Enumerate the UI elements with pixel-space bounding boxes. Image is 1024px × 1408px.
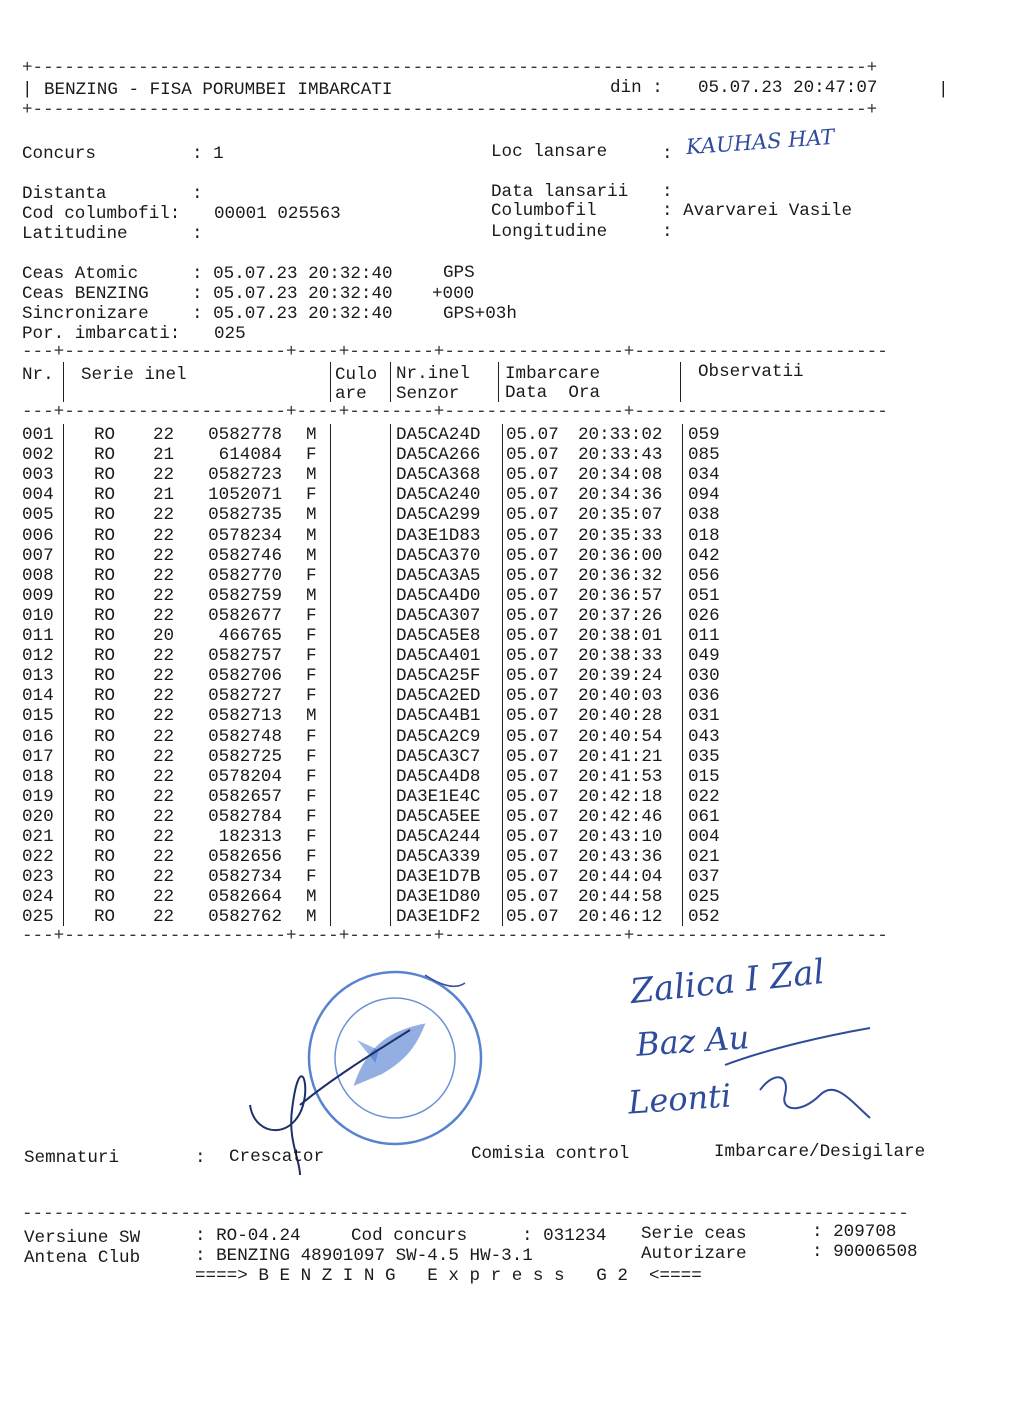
row-nr: 013 — [22, 666, 54, 687]
cod-concurs-label: Cod concurs — [351, 1226, 468, 1246]
row-year: 22 — [153, 806, 175, 827]
row-observation: 034 — [688, 465, 720, 486]
row-country: RO — [94, 445, 116, 466]
row-ring-number: 0582664 — [208, 887, 282, 908]
semnaturi-label: Semnaturi — [24, 1148, 120, 1168]
row-year: 22 — [153, 907, 175, 928]
autorizare-value: : 90006508 — [812, 1242, 918, 1262]
row-ring-number: 182313 — [218, 827, 282, 847]
row-date: 05.07 — [506, 646, 559, 667]
row-time: 20:33:02 — [578, 425, 663, 445]
row-time: 20:37:26 — [578, 605, 663, 626]
row-nr: 006 — [22, 525, 54, 546]
row-sex: M — [306, 887, 317, 908]
row-year: 22 — [153, 605, 175, 626]
row-observation: 021 — [688, 847, 720, 868]
row-sex: F — [306, 646, 317, 667]
row-nr: 025 — [22, 907, 54, 928]
row-time: 20:44:04 — [578, 867, 663, 888]
row-nr: 009 — [22, 585, 54, 606]
row-year: 22 — [153, 505, 175, 526]
row-sensor: DA5CA4D8 — [396, 766, 481, 787]
row-nr: 020 — [22, 806, 54, 827]
row-time: 20:40:03 — [578, 686, 663, 707]
row-nr: 008 — [22, 565, 54, 586]
table-header-separator: ---+---------------------+----+--------+-----------------+------------------------ — [22, 402, 888, 422]
row-ring-number: 0582735 — [208, 505, 282, 526]
row-observation: 059 — [688, 425, 720, 445]
row-date: 05.07 — [506, 686, 559, 707]
row-time: 20:43:36 — [578, 847, 663, 868]
row-year: 20 — [153, 626, 175, 646]
row-nr: 022 — [22, 847, 54, 868]
row-date: 05.07 — [506, 827, 559, 847]
row-year: 22 — [153, 706, 175, 727]
row-date: 05.07 — [506, 465, 559, 486]
row-ring-number: 0582746 — [208, 545, 282, 566]
col-header-observatii: Observatii — [698, 362, 804, 382]
row-observation: 026 — [688, 605, 720, 626]
row-country: RO — [94, 505, 116, 526]
row-observation: 025 — [688, 887, 720, 908]
row-ring-number: 0582748 — [208, 726, 282, 747]
row-sex: M — [306, 525, 317, 546]
row-time: 20:41:21 — [578, 746, 663, 767]
ceas-atomic-extra: GPS — [443, 263, 475, 283]
row-ring-number: 0582784 — [208, 806, 282, 827]
row-sensor: DA5CA3C7 — [396, 746, 481, 767]
row-year: 22 — [153, 726, 175, 747]
row-country: RO — [94, 766, 116, 787]
row-ring-number: 0582657 — [208, 786, 282, 807]
row-year: 22 — [153, 746, 175, 767]
row-sensor: DA3E1D7B — [396, 867, 481, 888]
row-date: 05.07 — [506, 887, 559, 908]
row-country: RO — [94, 887, 116, 908]
data-lansarii-label: Data lansarii — [491, 182, 629, 202]
por-imbarcati-label: Por. imbarcati: — [22, 324, 181, 344]
distanta-label: Distanta — [22, 184, 107, 204]
row-time: 20:36:32 — [578, 565, 663, 586]
row-sensor: DA5CA240 — [396, 485, 481, 506]
row-time: 20:38:33 — [578, 646, 663, 667]
row-year: 22 — [153, 867, 175, 888]
row-date: 05.07 — [506, 907, 559, 928]
row-country: RO — [94, 626, 116, 646]
versiune-label: Versiune SW — [24, 1228, 141, 1248]
col-header-imbarcare-1: Imbarcare — [505, 364, 601, 384]
row-country: RO — [94, 726, 116, 747]
sincronizare-value: : 05.07.23 20:32:40 — [192, 304, 393, 324]
row-nr: 021 — [22, 827, 54, 847]
row-observation: 022 — [688, 786, 720, 807]
row-sex: F — [306, 686, 317, 707]
row-ring-number: 466765 — [218, 626, 282, 646]
row-year: 22 — [153, 545, 175, 566]
data-lansarii-value: : — [662, 182, 673, 202]
row-date: 05.07 — [506, 605, 559, 626]
distanta-value: : — [192, 184, 203, 204]
row-observation: 015 — [688, 766, 720, 787]
row-year: 21 — [153, 485, 175, 506]
row-year: 22 — [153, 887, 175, 908]
antena-value: : BENZING 48901097 SW-4.5 HW-3.1 — [195, 1246, 533, 1266]
row-sex: F — [306, 565, 317, 586]
cod-concurs-value: : 031234 — [522, 1226, 607, 1246]
row-ring-number: 0582713 — [208, 706, 282, 727]
row-sex: F — [306, 746, 317, 767]
header-border-left: | — [22, 80, 33, 100]
row-nr: 017 — [22, 746, 54, 767]
row-observation: 004 — [688, 827, 720, 847]
por-imbarcati-value: 025 — [214, 324, 246, 344]
longitudine-value: : — [662, 222, 673, 242]
row-date: 05.07 — [506, 425, 559, 445]
row-sex: M — [306, 505, 317, 526]
row-country: RO — [94, 525, 116, 546]
row-date: 05.07 — [506, 867, 559, 888]
loc-lansare-sep: : — [662, 144, 673, 164]
row-time: 20:46:12 — [578, 907, 663, 928]
row-country: RO — [94, 666, 116, 687]
row-date: 05.07 — [506, 806, 559, 827]
row-sensor: DA5CA5EE — [396, 806, 481, 827]
row-ring-number: 1052071 — [208, 485, 282, 506]
row-time: 20:33:43 — [578, 445, 663, 466]
row-sensor: DA5CA4D0 — [396, 585, 481, 606]
row-nr: 023 — [22, 867, 54, 888]
din-label: din : — [610, 78, 663, 98]
ceas-atomic-value: : 05.07.23 20:32:40 — [192, 264, 393, 284]
row-nr: 001 — [22, 425, 54, 445]
row-year: 22 — [153, 425, 175, 445]
row-date: 05.07 — [506, 726, 559, 747]
row-sensor: DA5CA370 — [396, 545, 481, 566]
row-sensor: DA5CA244 — [396, 827, 481, 847]
row-observation: 018 — [688, 525, 720, 546]
row-ring-number: 0582656 — [208, 847, 282, 868]
row-ring-number: 0582677 — [208, 605, 282, 626]
row-sex: F — [306, 806, 317, 827]
row-date: 05.07 — [506, 786, 559, 807]
row-year: 21 — [153, 445, 175, 466]
row-year: 22 — [153, 766, 175, 787]
row-year: 22 — [153, 786, 175, 807]
row-observation: 085 — [688, 445, 720, 466]
row-observation: 043 — [688, 726, 720, 747]
col-header-nrinel-1: Nr.inel — [396, 364, 470, 384]
row-time: 20:43:10 — [578, 827, 663, 847]
row-country: RO — [94, 585, 116, 606]
cod-columbofil-label: Cod columbofil: — [22, 204, 181, 224]
row-country: RO — [94, 545, 116, 566]
row-time: 20:35:07 — [578, 505, 663, 526]
row-date: 05.07 — [506, 545, 559, 566]
row-date: 05.07 — [506, 445, 559, 466]
row-country: RO — [94, 746, 116, 767]
row-country: RO — [94, 646, 116, 667]
row-ring-number: 0582727 — [208, 686, 282, 707]
loc-lansare-handwritten: KAUHAS HAT — [685, 124, 836, 160]
row-ring-number: 0582723 — [208, 465, 282, 486]
row-date: 05.07 — [506, 525, 559, 546]
row-observation: 049 — [688, 646, 720, 667]
row-nr: 014 — [22, 686, 54, 707]
col-header-nr: Nr. — [22, 365, 54, 385]
comisia-label: Comisia control — [471, 1144, 630, 1164]
ceas-atomic-label: Ceas Atomic — [22, 264, 139, 284]
row-observation: 035 — [688, 746, 720, 767]
row-sex: M — [306, 706, 317, 727]
col-header-imbarcare-2: Data Ora — [505, 383, 601, 403]
row-sensor: DA3E1D83 — [396, 525, 481, 546]
row-ring-number: 0578204 — [208, 766, 282, 787]
row-observation: 011 — [688, 626, 720, 646]
row-nr: 018 — [22, 766, 54, 787]
ceas-benzing-value: : 05.07.23 20:32:40 — [192, 284, 393, 304]
row-ring-number: 0582706 — [208, 666, 282, 687]
row-time: 20:42:18 — [578, 786, 663, 807]
row-observation: 038 — [688, 505, 720, 526]
row-country: RO — [94, 847, 116, 868]
row-time: 20:44:58 — [578, 887, 663, 908]
row-sex: M — [306, 425, 317, 445]
report-datetime: 05.07.23 20:47:07 — [698, 78, 878, 98]
row-nr: 012 — [22, 646, 54, 667]
row-sensor: DA5CA368 — [396, 465, 481, 486]
row-sex: F — [306, 605, 317, 626]
row-sex: F — [306, 827, 317, 847]
row-country: RO — [94, 485, 116, 506]
row-time: 20:34:08 — [578, 465, 663, 486]
versiune-value: : RO-04.24 — [195, 1226, 301, 1246]
row-sex: F — [306, 666, 317, 687]
row-observation: 052 — [688, 907, 720, 928]
columbofil-value: : Avarvarei Vasile — [662, 201, 853, 221]
row-date: 05.07 — [506, 746, 559, 767]
col-header-culoare-2: are — [335, 384, 367, 404]
row-time: 20:38:01 — [578, 626, 663, 646]
sincronizare-label: Sincronizare — [22, 304, 149, 324]
row-time: 20:35:33 — [578, 525, 663, 546]
row-ring-number: 0582734 — [208, 867, 282, 888]
semnaturi-sep: : — [195, 1148, 206, 1168]
col-header-nrinel-2: Senzor — [396, 384, 460, 404]
row-sensor: DA5CA24D — [396, 425, 481, 445]
row-ring-number: 614084 — [218, 445, 282, 466]
row-sensor: DA5CA2C9 — [396, 726, 481, 747]
row-sensor: DA5CA401 — [396, 646, 481, 667]
row-nr: 011 — [22, 626, 54, 646]
row-observation: 061 — [688, 806, 720, 827]
row-country: RO — [94, 786, 116, 807]
header-border-bottom: +-------------------------------------------------------------------------------+ — [22, 100, 878, 120]
row-sensor: DA3E1DF2 — [396, 907, 481, 928]
table-border-top: ---+---------------------+----+--------+-----------------+------------------------ — [22, 342, 888, 362]
ceas-benzing-extra: +000 — [432, 284, 475, 304]
row-time: 20:41:53 — [578, 766, 663, 787]
row-country: RO — [94, 867, 116, 888]
row-year: 22 — [153, 646, 175, 667]
row-time: 20:36:00 — [578, 545, 663, 566]
row-ring-number: 0578234 — [208, 525, 282, 546]
row-sensor: DA5CA339 — [396, 847, 481, 868]
row-sensor: DA5CA25F — [396, 666, 481, 687]
row-ring-number: 0582770 — [208, 565, 282, 586]
table-border-bottom: ---+---------------------+----+--------+-----------------+------------------------ — [22, 926, 888, 946]
row-country: RO — [94, 706, 116, 727]
row-sex: F — [306, 847, 317, 868]
row-year: 22 — [153, 686, 175, 707]
row-sex: F — [306, 786, 317, 807]
latitudine-label: Latitudine — [22, 224, 128, 244]
row-sensor: DA5CA3A5 — [396, 565, 481, 586]
row-nr: 019 — [22, 786, 54, 807]
row-sex: M — [306, 907, 317, 928]
row-observation: 051 — [688, 585, 720, 606]
longitudine-label: Longitudine — [491, 222, 608, 242]
row-observation: 036 — [688, 686, 720, 707]
row-sensor: DA5CA5E8 — [396, 626, 481, 646]
row-ring-number: 0582757 — [208, 646, 282, 667]
row-date: 05.07 — [506, 847, 559, 868]
row-year: 22 — [153, 525, 175, 546]
row-ring-number: 0582759 — [208, 585, 282, 606]
latitudine-value: : — [192, 224, 203, 244]
row-date: 05.07 — [506, 666, 559, 687]
row-year: 22 — [153, 565, 175, 586]
row-sensor: DA5CA2ED — [396, 686, 481, 707]
row-year: 22 — [153, 585, 175, 606]
row-time: 20:36:57 — [578, 585, 663, 606]
row-ring-number: 0582778 — [208, 425, 282, 445]
row-nr: 007 — [22, 545, 54, 566]
header-border-right: | — [938, 80, 949, 100]
row-time: 20:40:54 — [578, 726, 663, 747]
sincronizare-extra: GPS+03h — [443, 304, 517, 324]
row-nr: 005 — [22, 505, 54, 526]
row-country: RO — [94, 605, 116, 626]
crescator-label: Crescator — [229, 1147, 325, 1167]
row-ring-number: 0582762 — [208, 907, 282, 928]
row-sensor: DA5CA4B1 — [396, 706, 481, 727]
row-sensor: DA5CA266 — [396, 445, 481, 466]
row-time: 20:40:28 — [578, 706, 663, 727]
row-sensor: DA5CA299 — [396, 505, 481, 526]
row-nr: 016 — [22, 726, 54, 747]
row-date: 05.07 — [506, 565, 559, 586]
footer-separator: ------------------------------------------------------------------------------------ — [22, 1204, 909, 1224]
row-sex: F — [306, 485, 317, 506]
row-sex: M — [306, 585, 317, 606]
row-sex: F — [306, 766, 317, 787]
row-sex: F — [306, 445, 317, 466]
handwriting-line-1: Zalica I Zal — [628, 951, 827, 1013]
report-title: BENZING - FISA PORUMBEI IMBARCATI — [44, 80, 393, 100]
row-observation: 042 — [688, 545, 720, 566]
row-date: 05.07 — [506, 706, 559, 727]
row-nr: 004 — [22, 485, 54, 506]
row-ring-number: 0582725 — [208, 746, 282, 767]
row-date: 05.07 — [506, 626, 559, 646]
row-nr: 015 — [22, 706, 54, 727]
row-date: 05.07 — [506, 505, 559, 526]
handwriting-line-2: Baz Au — [634, 1018, 751, 1064]
col-header-serie: Serie inel — [81, 365, 187, 385]
row-country: RO — [94, 425, 116, 445]
row-country: RO — [94, 465, 116, 486]
row-observation: 037 — [688, 867, 720, 888]
row-nr: 010 — [22, 605, 54, 626]
row-nr: 003 — [22, 465, 54, 486]
row-sex: F — [306, 726, 317, 747]
serie-ceas-value: : 209708 — [812, 1222, 897, 1242]
columbofil-label: Columbofil — [491, 201, 597, 221]
row-observation: 094 — [688, 485, 720, 506]
benzing-banner: ====> B E N Z I N G E x p r e s s G 2 <==== — [195, 1266, 702, 1286]
row-nr: 024 — [22, 887, 54, 908]
row-nr: 002 — [22, 445, 54, 466]
row-sensor: DA3E1E4C — [396, 786, 481, 807]
handwriting-line-3: Leonti — [626, 1076, 733, 1122]
row-sex: F — [306, 867, 317, 888]
row-year: 22 — [153, 666, 175, 687]
serie-ceas-label: Serie ceas — [641, 1224, 747, 1244]
club-stamp — [298, 961, 492, 1155]
row-time: 20:39:24 — [578, 666, 663, 687]
row-sex: F — [306, 626, 317, 646]
row-date: 05.07 — [506, 585, 559, 606]
row-date: 05.07 — [506, 485, 559, 506]
row-time: 20:34:36 — [578, 485, 663, 506]
antena-label: Antena Club — [24, 1248, 141, 1268]
concurs-value: : 1 — [192, 144, 224, 164]
row-country: RO — [94, 907, 116, 928]
row-sensor: DA5CA307 — [396, 605, 481, 626]
row-sensor: DA3E1D80 — [396, 887, 481, 908]
row-country: RO — [94, 686, 116, 707]
autorizare-label: Autorizare — [641, 1244, 747, 1264]
row-year: 22 — [153, 465, 175, 486]
row-sex: M — [306, 465, 317, 486]
row-sex: M — [306, 545, 317, 566]
row-time: 20:42:46 — [578, 806, 663, 827]
row-date: 05.07 — [506, 766, 559, 787]
row-year: 22 — [153, 847, 175, 868]
row-year: 22 — [153, 827, 175, 847]
cod-columbofil-value: 00001 025563 — [214, 204, 341, 224]
row-country: RO — [94, 827, 116, 847]
loc-lansare-label: Loc lansare — [491, 142, 608, 162]
row-observation: 056 — [688, 565, 720, 586]
imbarcare-label: Imbarcare/Desigilare — [714, 1142, 926, 1162]
row-country: RO — [94, 806, 116, 827]
row-country: RO — [94, 565, 116, 586]
row-observation: 030 — [688, 666, 720, 687]
col-header-culoare-1: Culo — [335, 365, 378, 385]
header-border-top: +-------------------------------------------------------------------------------+ — [22, 58, 878, 78]
concurs-label: Concurs — [22, 144, 96, 164]
ceas-benzing-label: Ceas BENZING — [22, 284, 149, 304]
row-observation: 031 — [688, 706, 720, 727]
